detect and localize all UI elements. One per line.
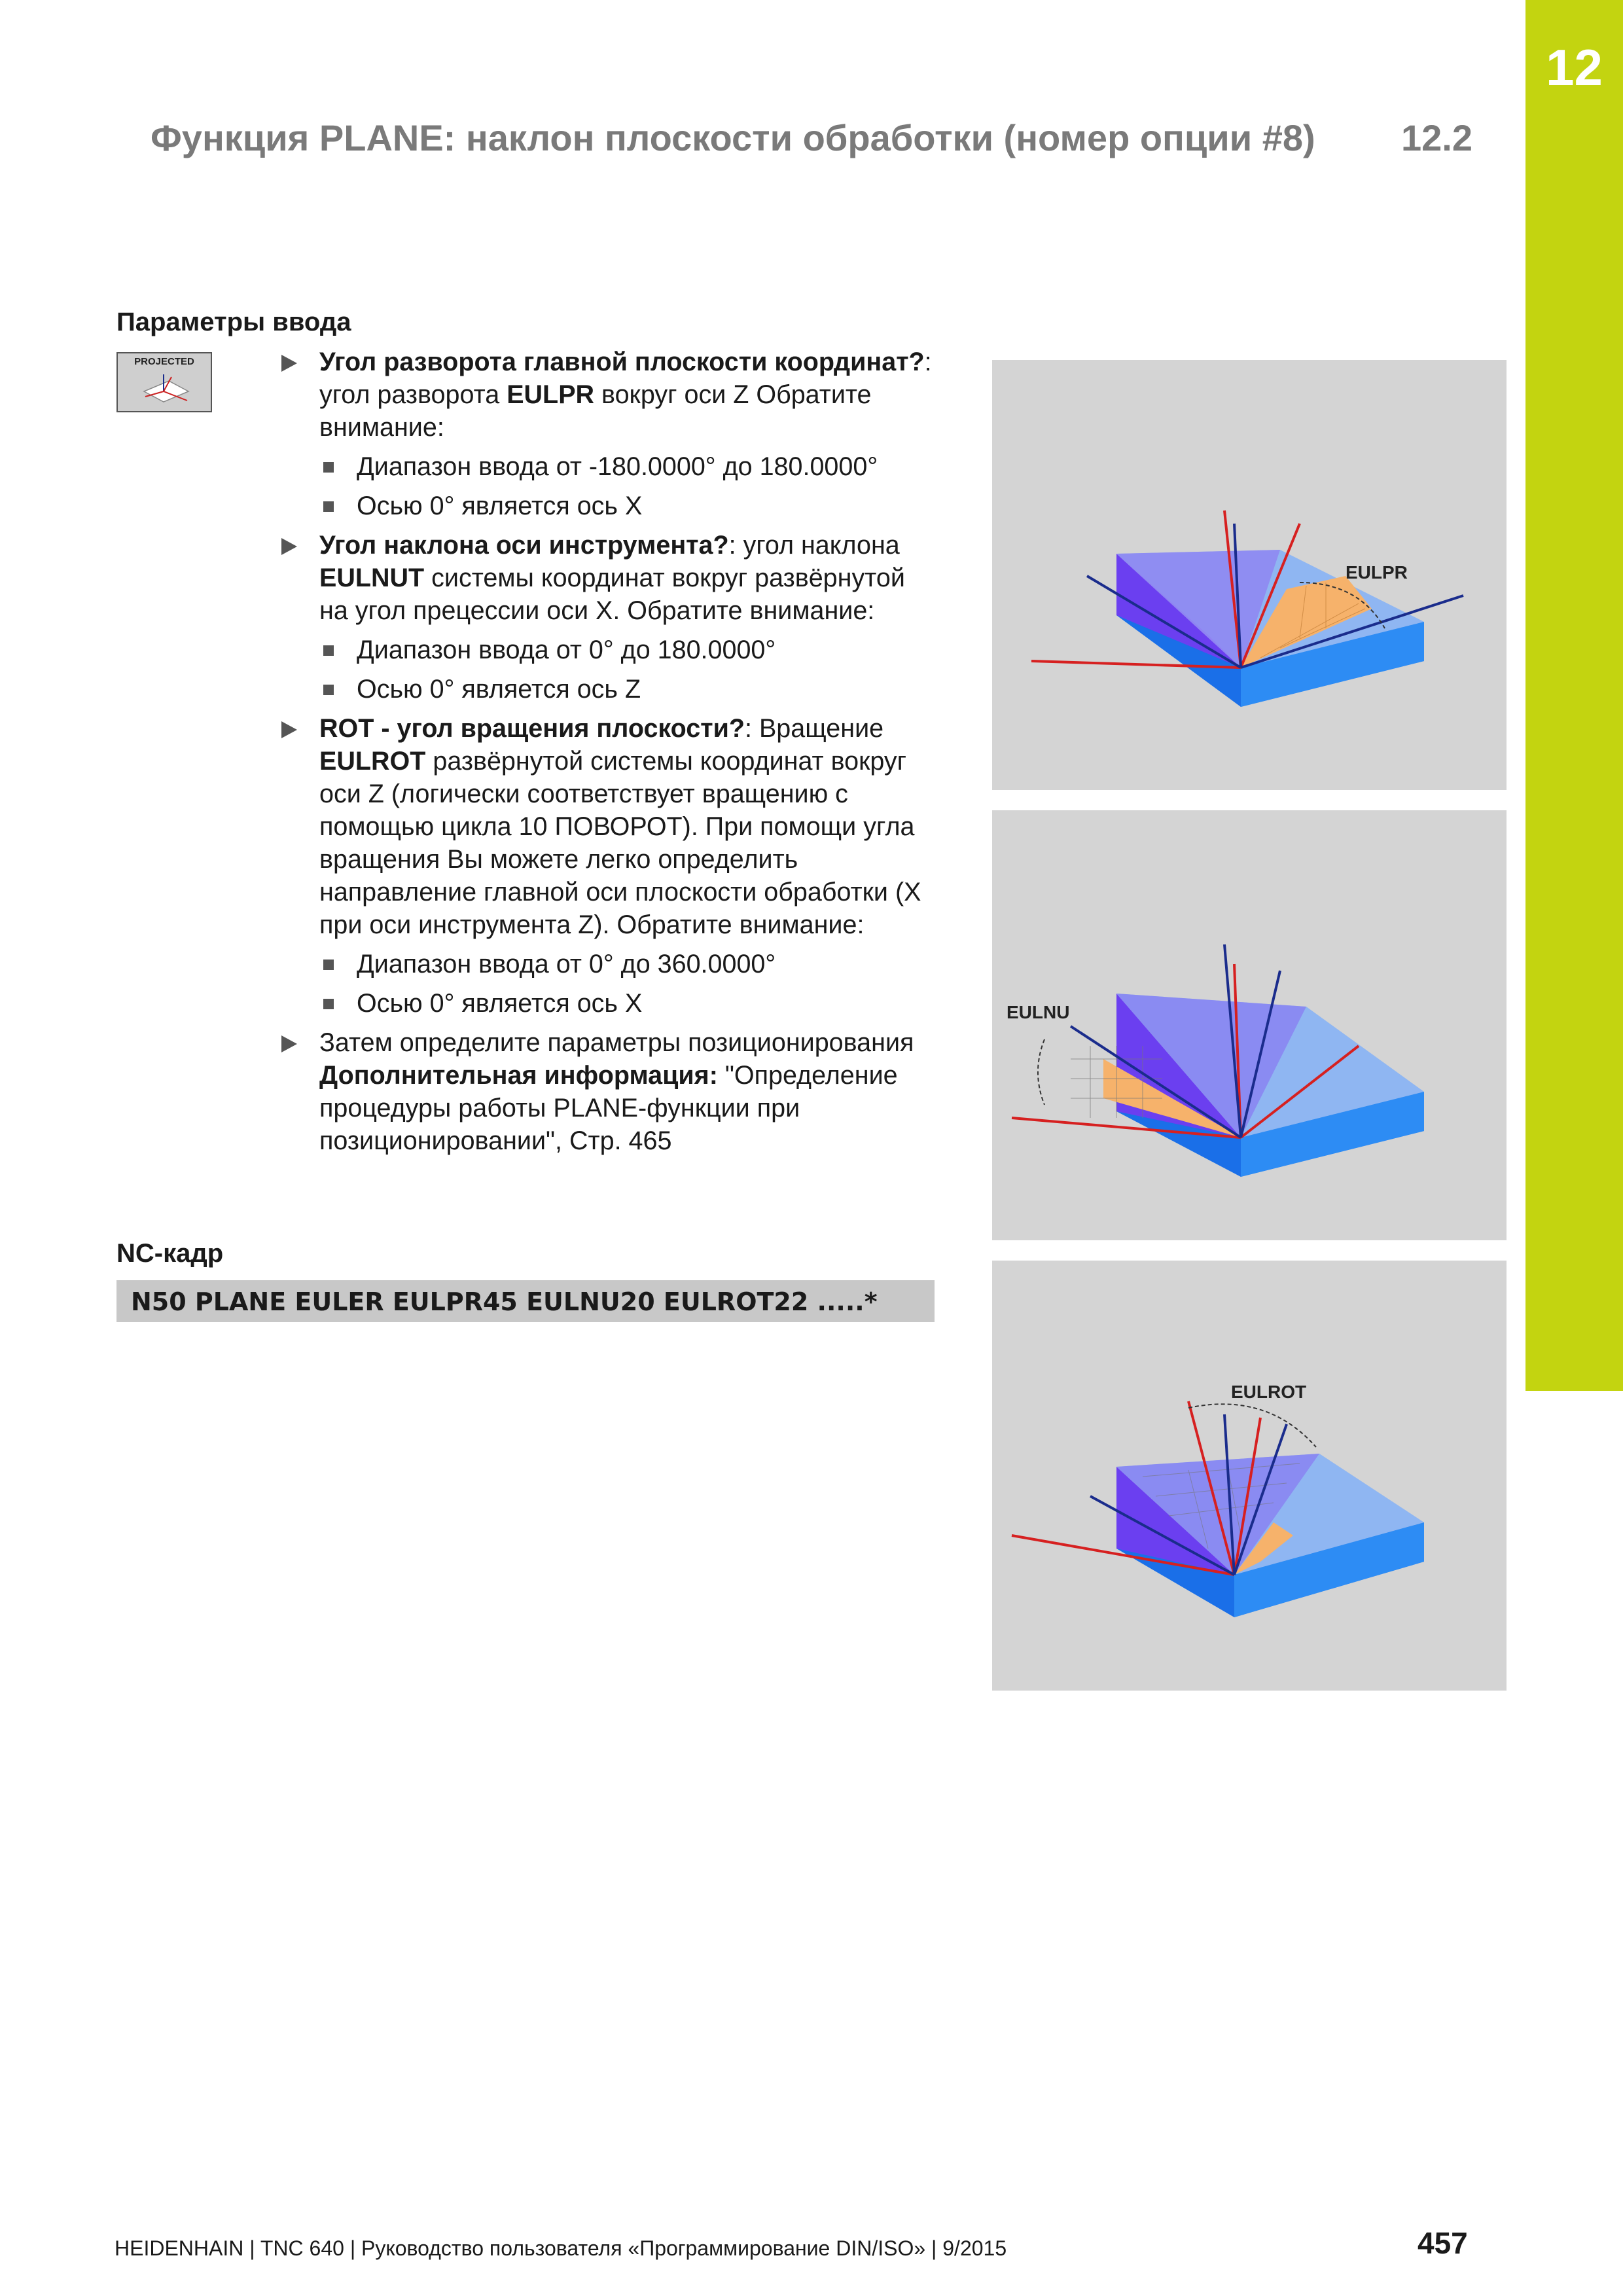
param-text: системы координат вокруг развёрнутой на угол прецессии оси X. Обратите внимание:	[319, 564, 905, 625]
bullet-item: Осью 0° является ось X	[281, 490, 936, 522]
figure-eulrot-diagram	[992, 1261, 1507, 1691]
bullet-item: Осью 0° является ось X	[281, 987, 936, 1020]
triangle-bullet-icon	[281, 721, 297, 738]
param-text: : угол разворота	[319, 348, 932, 409]
figure-eulpr-diagram	[992, 360, 1507, 790]
projected-softkey[interactable]	[116, 352, 212, 412]
param-text: : Вращение	[745, 714, 884, 743]
square-bullet-icon	[323, 685, 334, 695]
softkey-label: PROJECTED	[134, 356, 194, 367]
header-section-number: 12.2	[1401, 117, 1472, 158]
chapter-number: 12	[1546, 39, 1603, 96]
figure-eulpr	[992, 360, 1507, 790]
projected-plane-icon	[140, 372, 192, 410]
page-header	[151, 117, 1472, 159]
param-text: вокруг оси Z Обратите внимание:	[319, 380, 872, 442]
triangle-bullet-icon	[281, 538, 297, 555]
param-name: ROT - угол вращения плоскости?	[319, 714, 745, 743]
square-bullet-icon	[323, 999, 334, 1009]
figure-eulnu	[992, 810, 1507, 1240]
page-number: 457	[1418, 2226, 1468, 2260]
bullet-item: Диапазон ввода от 0° до 180.0000°	[281, 634, 936, 666]
input-params-title: Параметры ввода	[116, 308, 351, 336]
nc-code: N50 PLANE EULER EULPR45 EULNU20 EULROT22 .....*	[131, 1287, 878, 1316]
square-bullet-icon	[323, 501, 334, 512]
bullet-item: Диапазон ввода от 0° до 360.0000°	[281, 948, 936, 980]
figure-eulrot	[992, 1261, 1507, 1691]
square-bullet-icon	[323, 462, 334, 473]
positioning-text: Затем определите параметры позиционирования	[319, 1028, 914, 1057]
bullet-item: Осью 0° является ось Z	[281, 673, 936, 706]
square-bullet-icon	[323, 645, 334, 656]
param-keyword: EULROT	[319, 747, 426, 776]
figure-label: EULPR	[1346, 562, 1408, 583]
figure-label: EULROT	[1231, 1382, 1307, 1402]
triangle-bullet-icon	[281, 1035, 297, 1052]
header-title: Функция PLANE: наклон плоскости обработки (номер опции #8)	[151, 117, 1315, 158]
figure-label: EULNU	[1007, 1002, 1070, 1022]
input-params-list	[281, 346, 936, 1157]
chapter-tab	[1525, 0, 1623, 1391]
param-item-eulrot	[281, 712, 936, 941]
param-keyword: EULPR	[507, 380, 595, 409]
bullet-item: Диапазон ввода от -180.0000° до 180.0000°	[281, 450, 936, 483]
triangle-bullet-icon	[281, 355, 297, 372]
param-name: Угол разворота главной плоскости координат?	[319, 348, 925, 376]
nc-code-block	[116, 1280, 935, 1322]
page-footer: HEIDENHAIN | TNC 640 | Руководство пользователя «Программирование DIN/ISO» | 9/2015	[115, 2236, 1007, 2260]
square-bullet-icon	[323, 960, 334, 970]
nc-block-title: NC-кадр	[116, 1239, 224, 1268]
info-label: Дополнительная информация:	[319, 1061, 718, 1090]
param-text: : угол наклона	[728, 531, 900, 560]
info-link-text: "Определение процедуры работы PLANE-функции при позиционировании", Стр. 465	[319, 1061, 898, 1155]
param-item-positioning	[281, 1026, 936, 1157]
param-keyword: EULNUT	[319, 564, 425, 592]
param-name: Угол наклона оси инструмента?	[319, 531, 729, 560]
param-item-eulnut	[281, 529, 936, 627]
figure-eulnu-diagram	[992, 810, 1507, 1240]
param-text: развёрнутой системы координат вокруг оси Z (логически соответствует вращению с помощью цикла 10 ПОВОРОТ). При помощи угла вращения Вы можете легко определить направление главной оси плоскости обработки (X при оси инструмента Z). Обратите внимание:	[319, 747, 921, 939]
param-item-eulpr	[281, 346, 936, 444]
